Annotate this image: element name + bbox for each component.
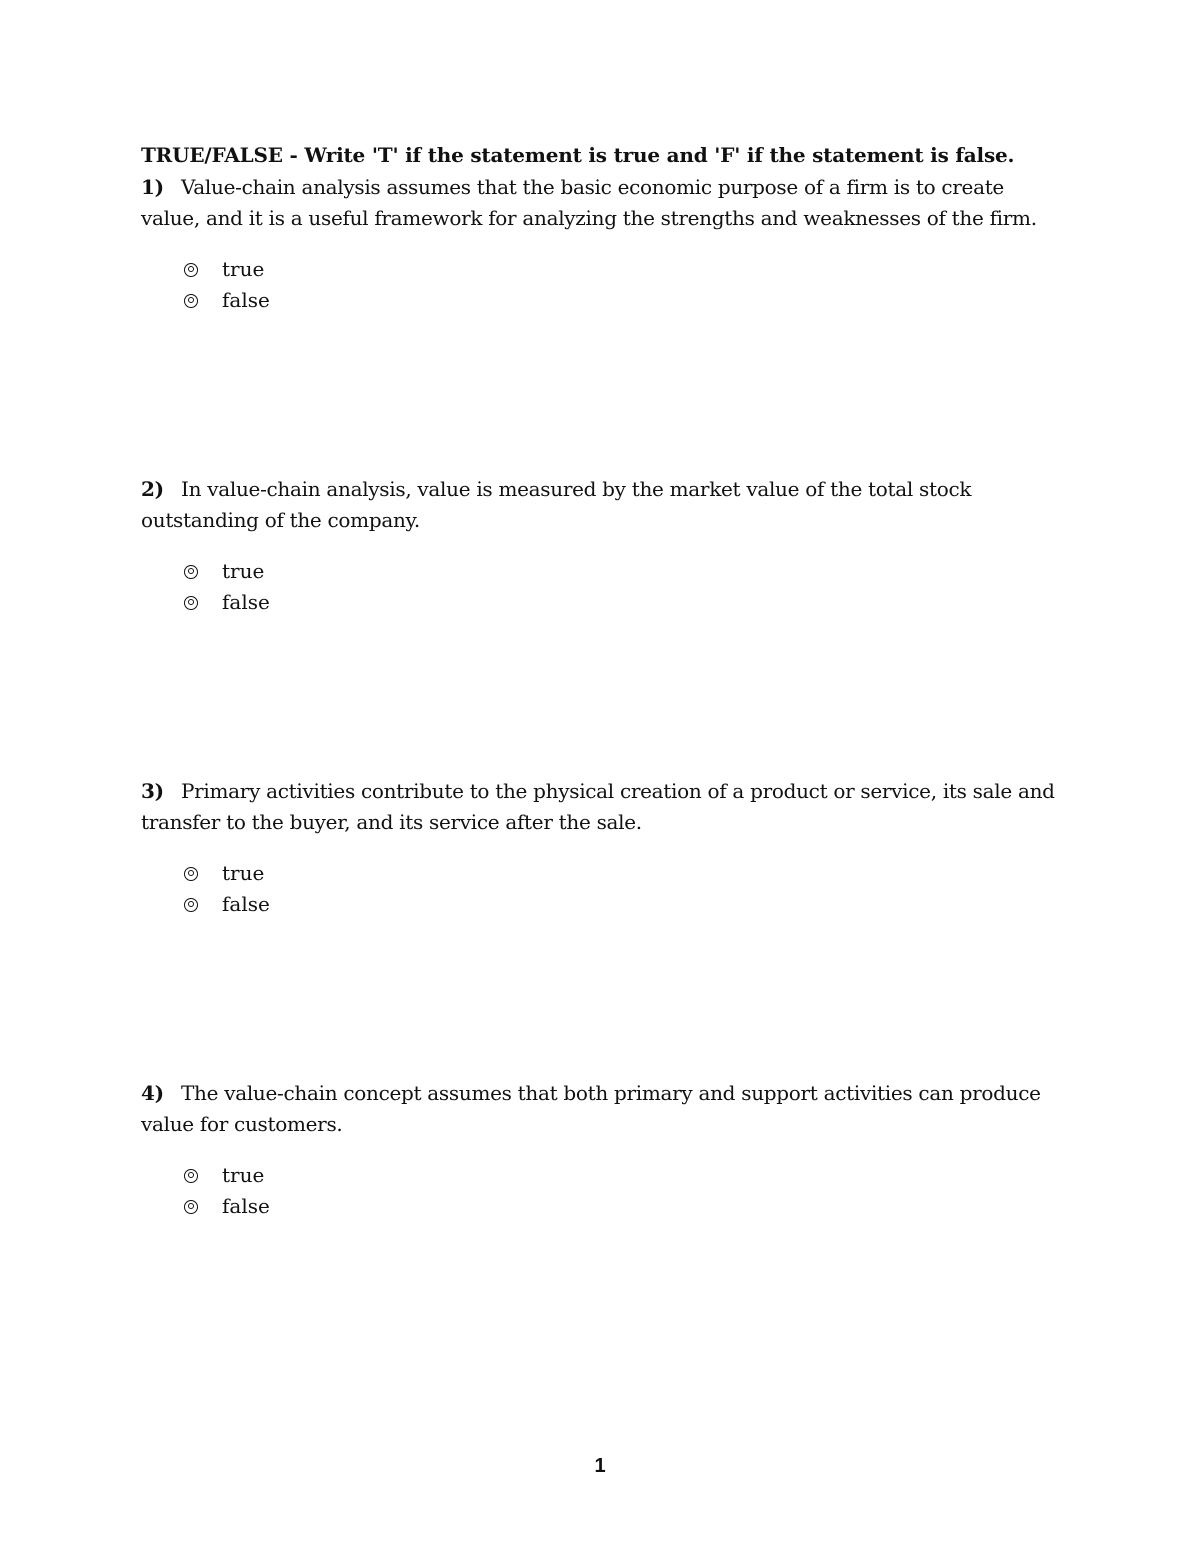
answer-options (184, 1159, 1061, 1221)
radio-target-icon[interactable] (184, 294, 198, 308)
option-label: false (222, 1193, 270, 1218)
answer-options (184, 857, 1061, 919)
radio-target-icon[interactable] (184, 263, 198, 277)
radio-target-icon[interactable] (184, 898, 198, 912)
question-text (141, 1078, 1061, 1140)
question-number: 4) (141, 1081, 164, 1105)
radio-target-icon[interactable] (184, 1169, 198, 1183)
option-true[interactable] (184, 253, 1061, 284)
question-statement: Value-chain analysis assumes that the basic economic purpose of a firm is to create value, and it is a useful framework for analyzing the strengths and weaknesses of the firm. (141, 175, 1037, 230)
question-1 (141, 172, 1061, 315)
instructions-heading: TRUE/FALSE - Write 'T' if the statement is true and 'F' if the statement is false. (141, 143, 1015, 167)
question-statement: The value-chain concept assumes that both primary and support activities can produce value for customers. (141, 1081, 1041, 1136)
question-text (141, 172, 1061, 234)
option-label: false (222, 891, 270, 916)
option-label: true (222, 860, 265, 885)
radio-target-icon[interactable] (184, 565, 198, 579)
option-label: true (222, 256, 265, 281)
question-statement: In value-chain analysis, value is measured by the market value of the total stock outstanding of the company. (141, 477, 972, 532)
question-number: 1) (141, 175, 164, 199)
option-true[interactable] (184, 555, 1061, 586)
option-true[interactable] (184, 857, 1061, 888)
question-number: 2) (141, 477, 164, 501)
question-4 (141, 1078, 1061, 1221)
option-false[interactable] (184, 1190, 1061, 1221)
page-number: 1 (594, 1455, 606, 1477)
answer-options (184, 555, 1061, 617)
question-statement: Primary activities contribute to the physical creation of a product or service, its sale and transfer to the buyer, and its service after the sale. (141, 779, 1055, 834)
radio-target-icon[interactable] (184, 1200, 198, 1214)
question-number: 3) (141, 779, 164, 803)
question-text (141, 474, 1061, 536)
option-false[interactable] (184, 586, 1061, 617)
option-label: false (222, 287, 270, 312)
option-label: true (222, 1162, 265, 1187)
option-false[interactable] (184, 284, 1061, 315)
option-true[interactable] (184, 1159, 1061, 1190)
option-label: true (222, 558, 265, 583)
question-2 (141, 474, 1061, 617)
radio-target-icon[interactable] (184, 867, 198, 881)
question-text (141, 776, 1061, 838)
radio-target-icon[interactable] (184, 596, 198, 610)
option-label: false (222, 589, 270, 614)
answer-options (184, 253, 1061, 315)
option-false[interactable] (184, 888, 1061, 919)
question-3 (141, 776, 1061, 919)
